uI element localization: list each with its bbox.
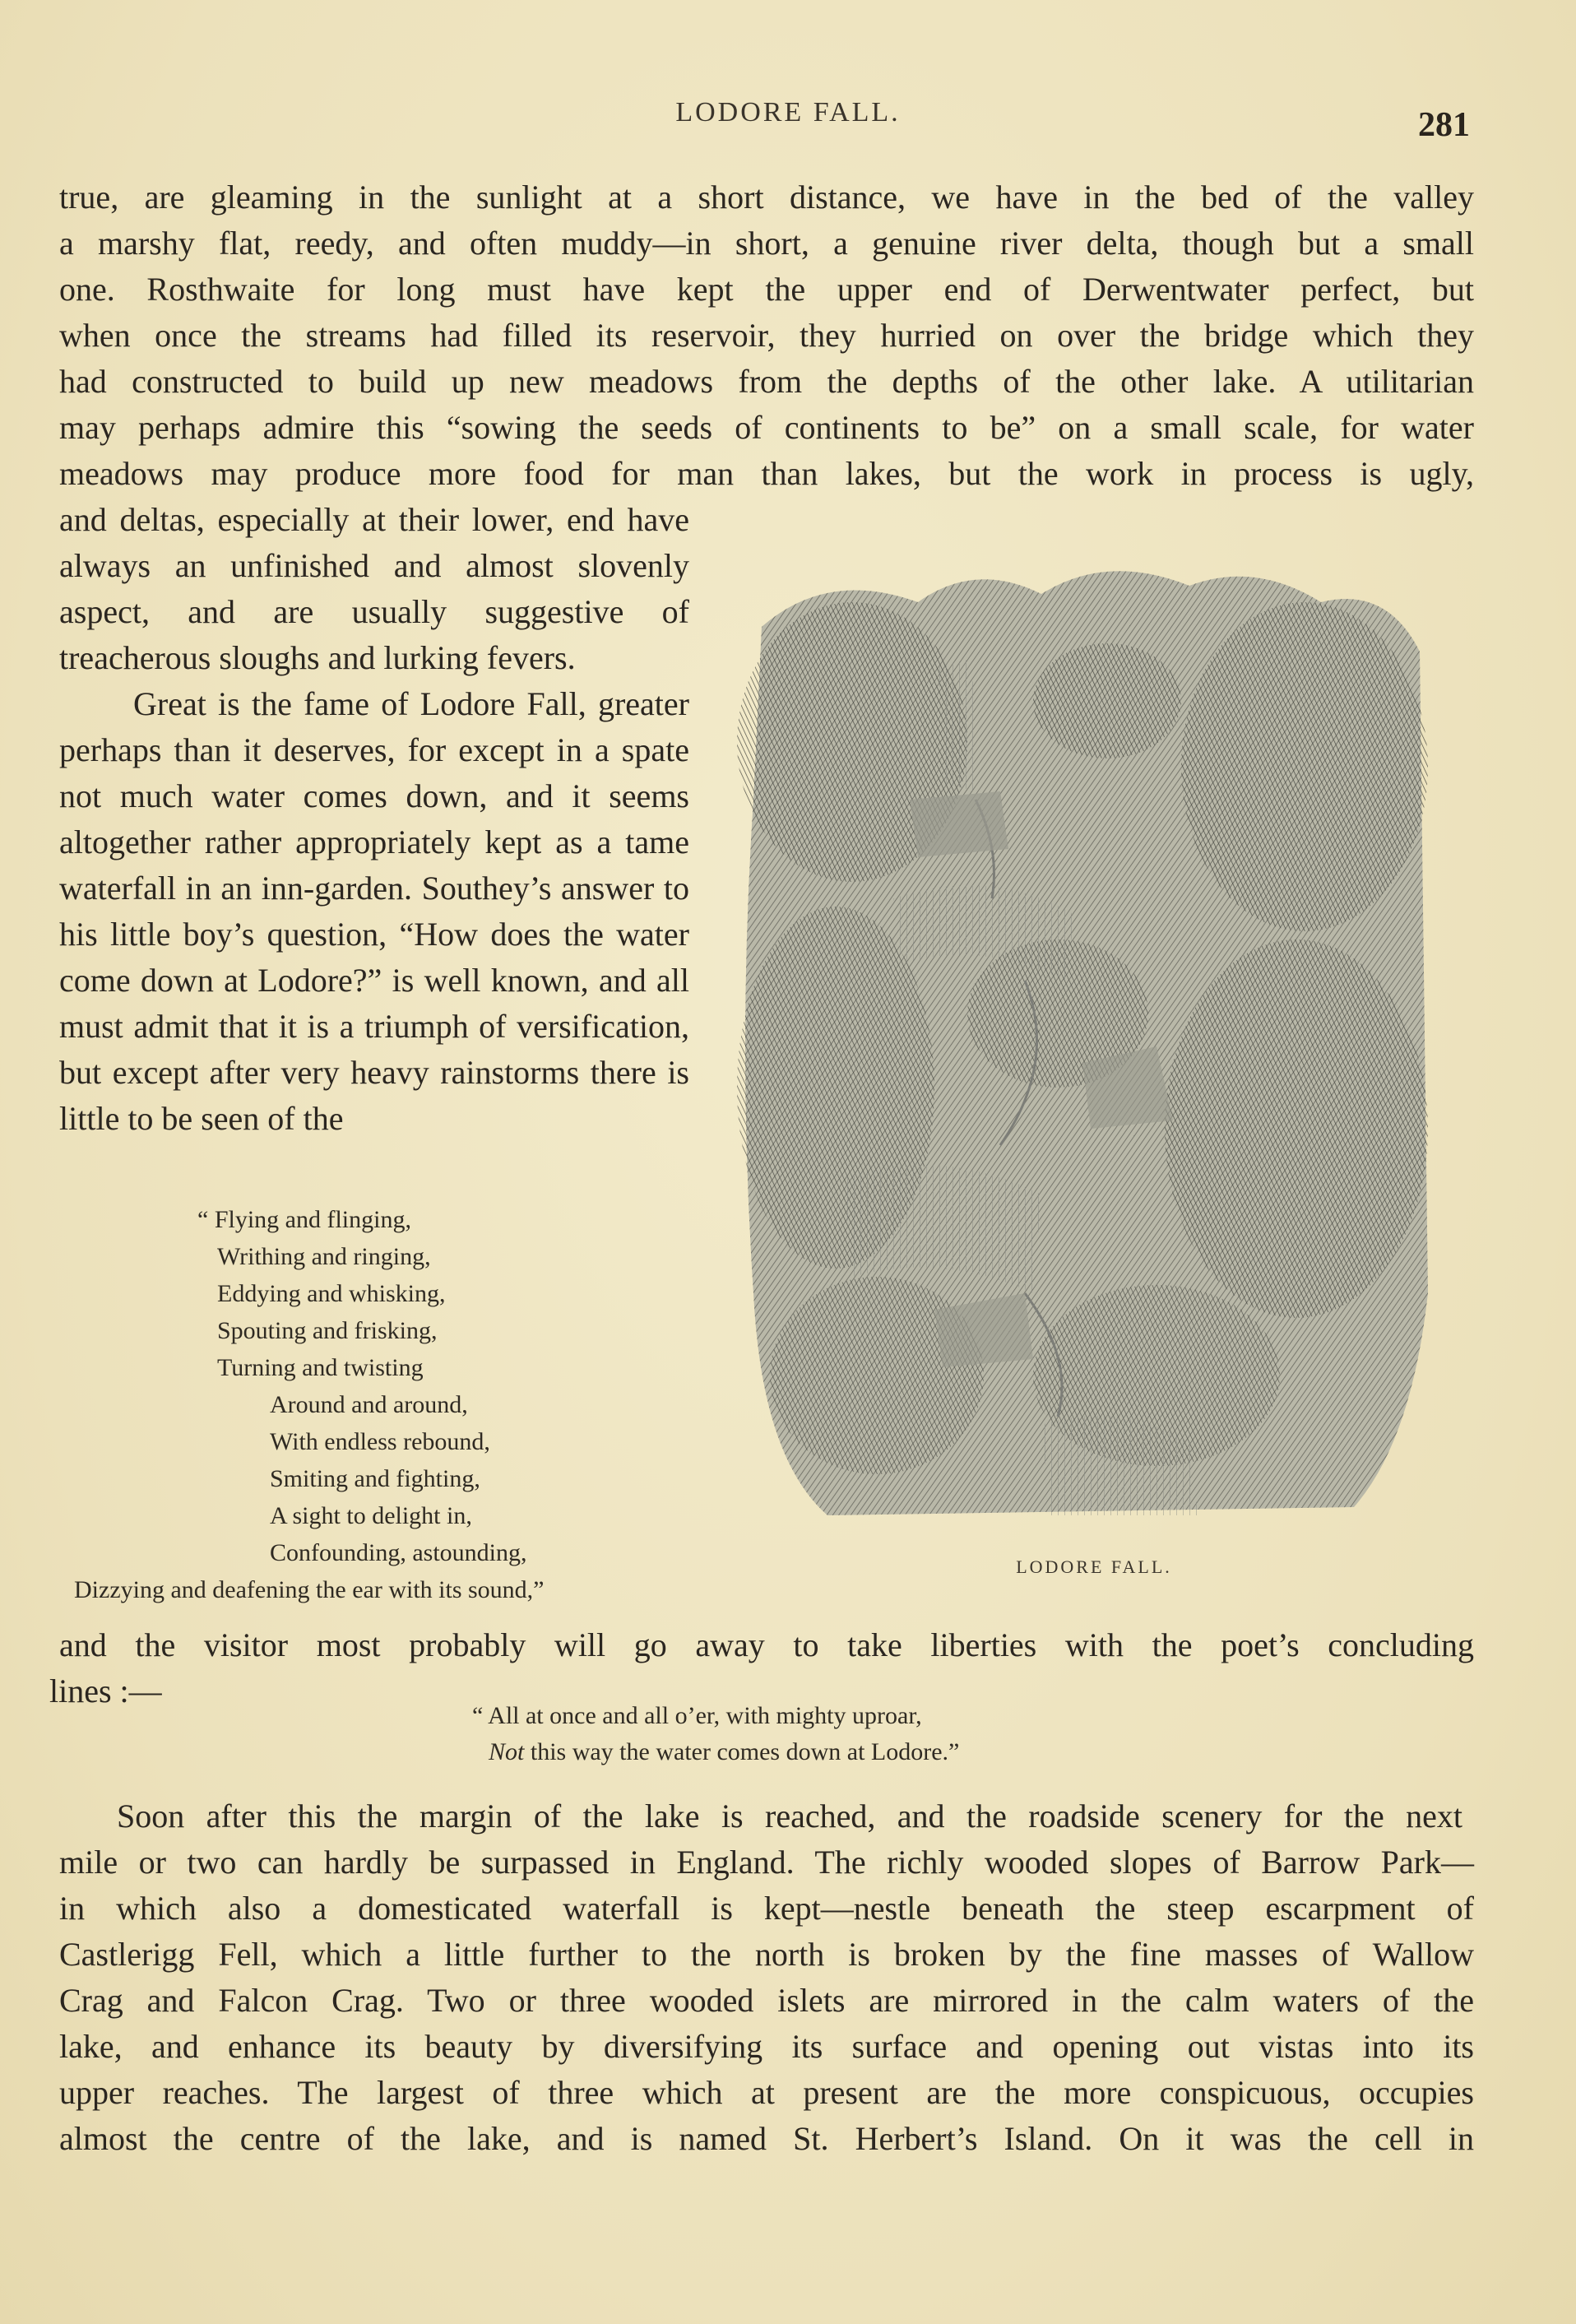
- text-line: Castlerigg Fell, which a little further to the north is broken by the fine masses of Wallow: [59, 1936, 1474, 1973]
- figure-caption: LODORE FALL.: [1016, 1556, 1172, 1577]
- poem-line: A sight to delight in,: [270, 1502, 472, 1529]
- text-line: meadows may produce more food for man than lakes, but the work in process is ugly,: [59, 455, 1474, 492]
- waterfall-illustration: [729, 553, 1438, 1540]
- poem-line: Confounding, astounding,: [270, 1539, 527, 1566]
- lodore-fall-engraving: [729, 553, 1438, 1540]
- poem: [74, 1201, 545, 1608]
- text-line: may perhaps admire this “sowing the seeds of continents to be” on a small scale, for water: [59, 409, 1474, 446]
- text-line: when once the streams had filled its reservoir, they hurried on over the bridge which they: [59, 317, 1474, 354]
- text-line: lines :—: [49, 1672, 162, 1709]
- closing-quote-line-1: “ All at once and all o’er, with mighty uproar,: [472, 1702, 922, 1729]
- text-line: Soon after this the margin of the lake is reached, and the roadside scenery for the next: [117, 1798, 1462, 1835]
- poem-line: Writhing and ringing,: [217, 1243, 431, 1270]
- text-line: Crag and Falcon Crag. Two or three wooded islets are mirrored in the calm waters of the: [59, 1982, 1474, 2019]
- poem-line: With endless rebound,: [270, 1428, 490, 1455]
- poem-line: Spouting and frisking,: [217, 1317, 438, 1344]
- text-line: almost the centre of the lake, and is named St. Herbert’s Island. On it was the cell in: [59, 2120, 1474, 2157]
- column-paragraph-1: and deltas, especially at their lower, end have always an unfinished and almost slovenly aspect, and are usually suggestive of treacherous sloughs and lurking fevers.: [59, 501, 689, 676]
- poem-line: Eddying and whisking,: [217, 1280, 446, 1307]
- poem-line: Smiting and fighting,: [270, 1465, 480, 1492]
- text-line: in which also a domesticated waterfall is kept—nestle beneath the steep escarpment of: [59, 1890, 1474, 1927]
- page-number: 281: [1418, 106, 1470, 144]
- left-column: [59, 497, 689, 1142]
- text-line: had constructed to build up new meadows from the depths of the other lake. A utilitarian: [59, 363, 1474, 400]
- running-head: LODORE FALL.: [675, 97, 901, 128]
- text-line: a marshy flat, reedy, and often muddy—in short, a genuine river delta, though but a small: [59, 225, 1474, 262]
- poem-line: Dizzying and deafening the ear with its sound,”: [74, 1576, 545, 1603]
- text-line: and the visitor most probably will go away to take liberties with the poet’s concluding: [59, 1626, 1474, 1663]
- column-paragraph-2: Great is the fame of Lodore Fall, greater perhaps than it deserves, for except in a spate not much water comes down, and it seems altogether rather appropriately kept as a tame waterfall in an inn-garden. Southey’s answer to his little boy’s question, “How does the water come down at Lodore?” is well known, and all must admit that it is a triumph of versification, but except after very heavy rainstorms there is little to be seen of the: [59, 685, 689, 1137]
- poem-line: Turning and twisting: [217, 1354, 424, 1381]
- quote-rest: this way the water comes down at Lodore.”: [524, 1738, 960, 1765]
- text-line: true, are gleaming in the sunlight at a short distance, we have in the bed of the valley: [59, 179, 1474, 216]
- text-line: upper reaches. The largest of three which at present are the more conspicuous, occupies: [59, 2074, 1474, 2111]
- text-line: mile or two can hardly be surpassed in England. The richly wooded slopes of Barrow Park—: [59, 1844, 1474, 1881]
- text-line: one. Rosthwaite for long must have kept the upper end of Derwentwater perfect, but: [59, 271, 1474, 308]
- emphasis: Not: [489, 1738, 525, 1765]
- poem-line: “ Flying and flinging,: [197, 1206, 411, 1233]
- closing-quote-line-2: [489, 1734, 959, 1770]
- poem-line: Around and around,: [270, 1391, 468, 1418]
- text-line: lake, and enhance its beauty by diversifying its surface and opening out vistas into its: [59, 2028, 1474, 2065]
